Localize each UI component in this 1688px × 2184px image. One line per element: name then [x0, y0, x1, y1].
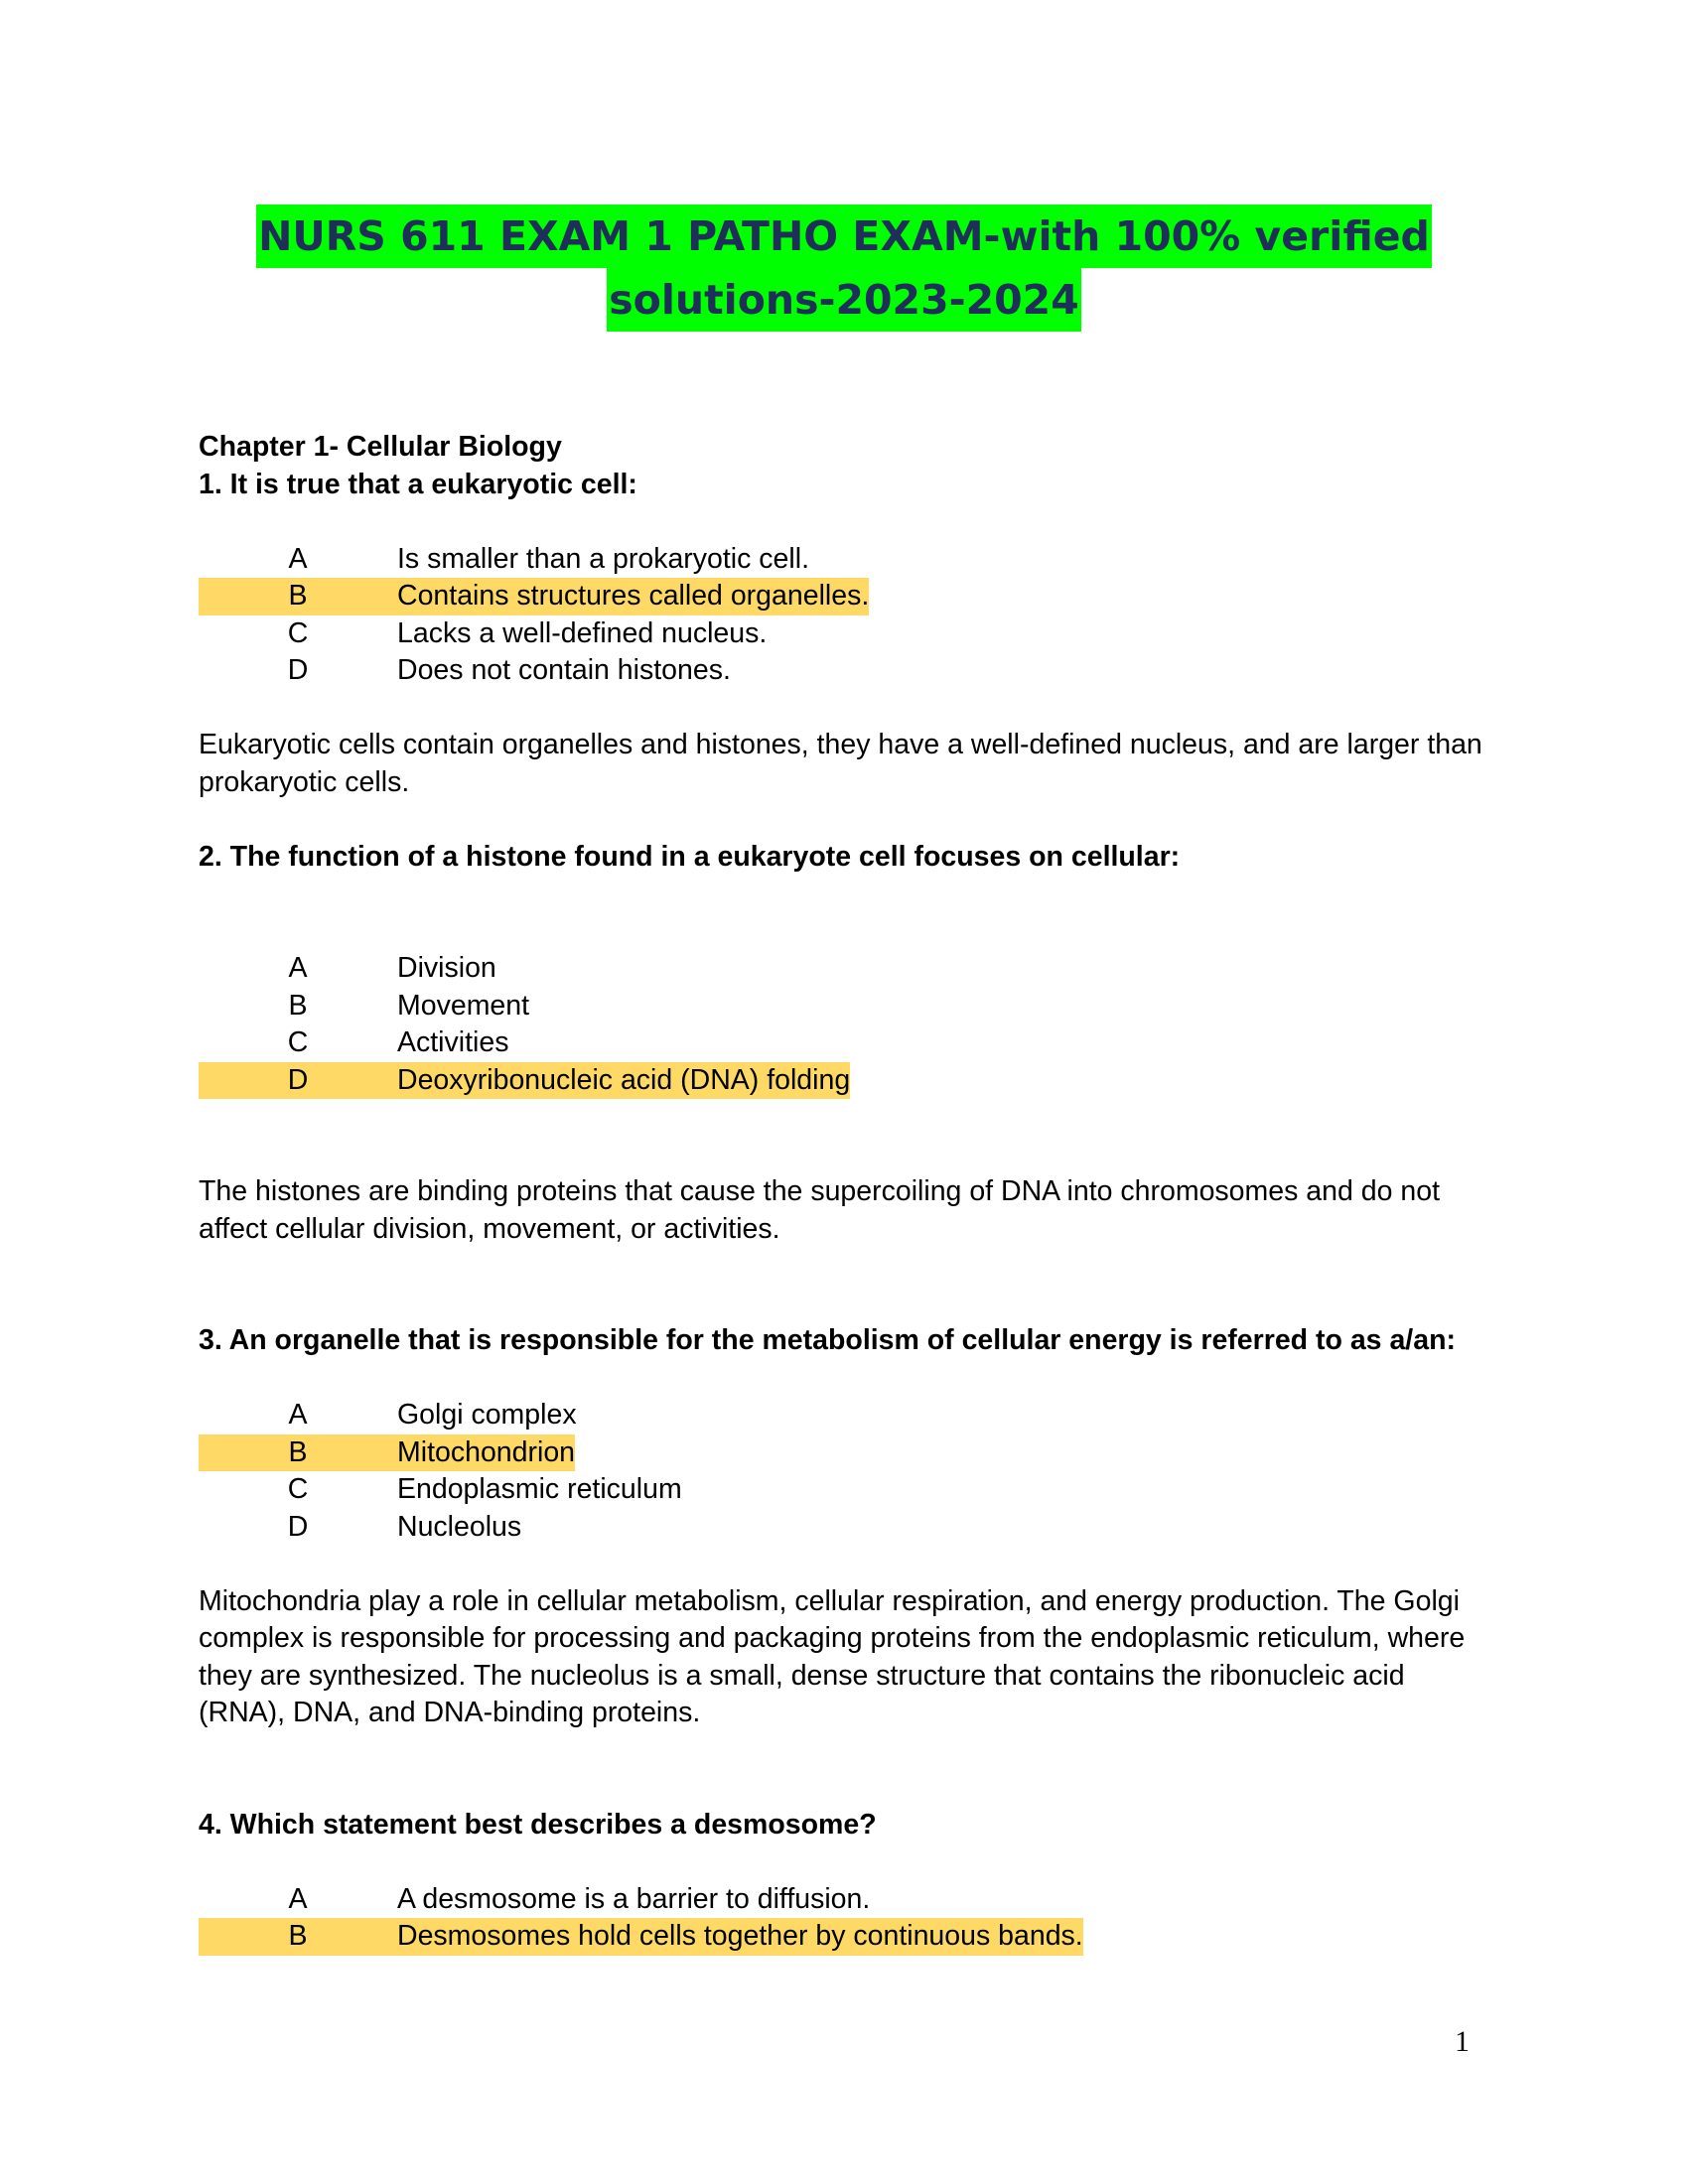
question-3-options — [199, 1397, 1489, 1546]
option-3a: A Golgi complex — [288, 1399, 577, 1431]
question-1-explanation: Eukaryotic cells contain organelles and histones, they have a well-defined nucleus, and are larger than prokaryotic cells. — [199, 729, 1482, 798]
option-1d: D Does not contain histones. — [287, 654, 731, 686]
chapter-heading: Chapter 1- Cellular Biology — [199, 431, 562, 463]
question-2-options — [199, 950, 1489, 1099]
question-1-options — [199, 541, 1489, 690]
option-2d-correct — [199, 1062, 1489, 1100]
document-title — [0, 205, 1688, 332]
answer-highlight: D Deoxyribonucleic acid (DNA) folding — [199, 1062, 850, 1100]
document-body — [199, 429, 1489, 1956]
question-2-prompt: 2. The function of a histone found in a eukaryote cell focuses on cellular: — [199, 840, 1181, 873]
option-3b-correct — [199, 1434, 1489, 1472]
answer-highlight: B Mitochondrion — [199, 1434, 575, 1472]
option-2b: B Movement — [288, 989, 530, 1022]
answer-highlight: B Contains structures called organelles. — [199, 578, 869, 615]
answer-highlight: B Desmosomes hold cells together by continuous bands. — [199, 1918, 1083, 1956]
question-3-explanation: Mitochondria play a role in cellular metabolism, cellular respiration, and energy production. The Golgi complex is responsible for processing and packaging proteins from the endoplasmic reticulum, where they are synthesized. The nucleolus is a small, dense structure that contains the ribonucleic acid (RNA), DNA, and DNA-binding proteins. — [199, 1584, 1466, 1728]
option-2c: C Activities — [287, 1026, 509, 1058]
question-4-prompt: 4. Which statement best describes a desmosome? — [199, 1808, 877, 1841]
option-4b-correct — [199, 1918, 1489, 1956]
question-3-prompt: 3. An organelle that is responsible for the metabolism of cellular energy is referred to as a/an: — [199, 1324, 1456, 1356]
page-number: 1 — [1455, 2025, 1470, 2058]
question-4-options — [199, 1881, 1489, 1956]
title-line-2: solutions-2023-2024 — [607, 268, 1080, 332]
option-4a: A A desmosome is a barrier to diffusion. — [288, 1882, 871, 1915]
question-2-explanation: The histones are binding proteins that cause the supercoiling of DNA into chromosomes and do not affect cellular division, movement, or activities. — [199, 1175, 1440, 1245]
option-1c: C Lacks a well-defined nucleus. — [287, 616, 768, 649]
question-1-prompt: 1. It is true that a eukaryotic cell: — [199, 468, 637, 500]
option-3d: D Nucleolus — [287, 1510, 522, 1543]
title-line-1: NURS 611 EXAM 1 PATHO EXAM-with 100% verified — [256, 205, 1432, 268]
option-2a: A Division — [288, 952, 496, 984]
option-3c: C Endoplasmic reticulum — [287, 1473, 682, 1505]
option-1b-correct — [199, 578, 1489, 615]
option-1a: A Is smaller than a prokaryotic cell. — [288, 542, 809, 575]
